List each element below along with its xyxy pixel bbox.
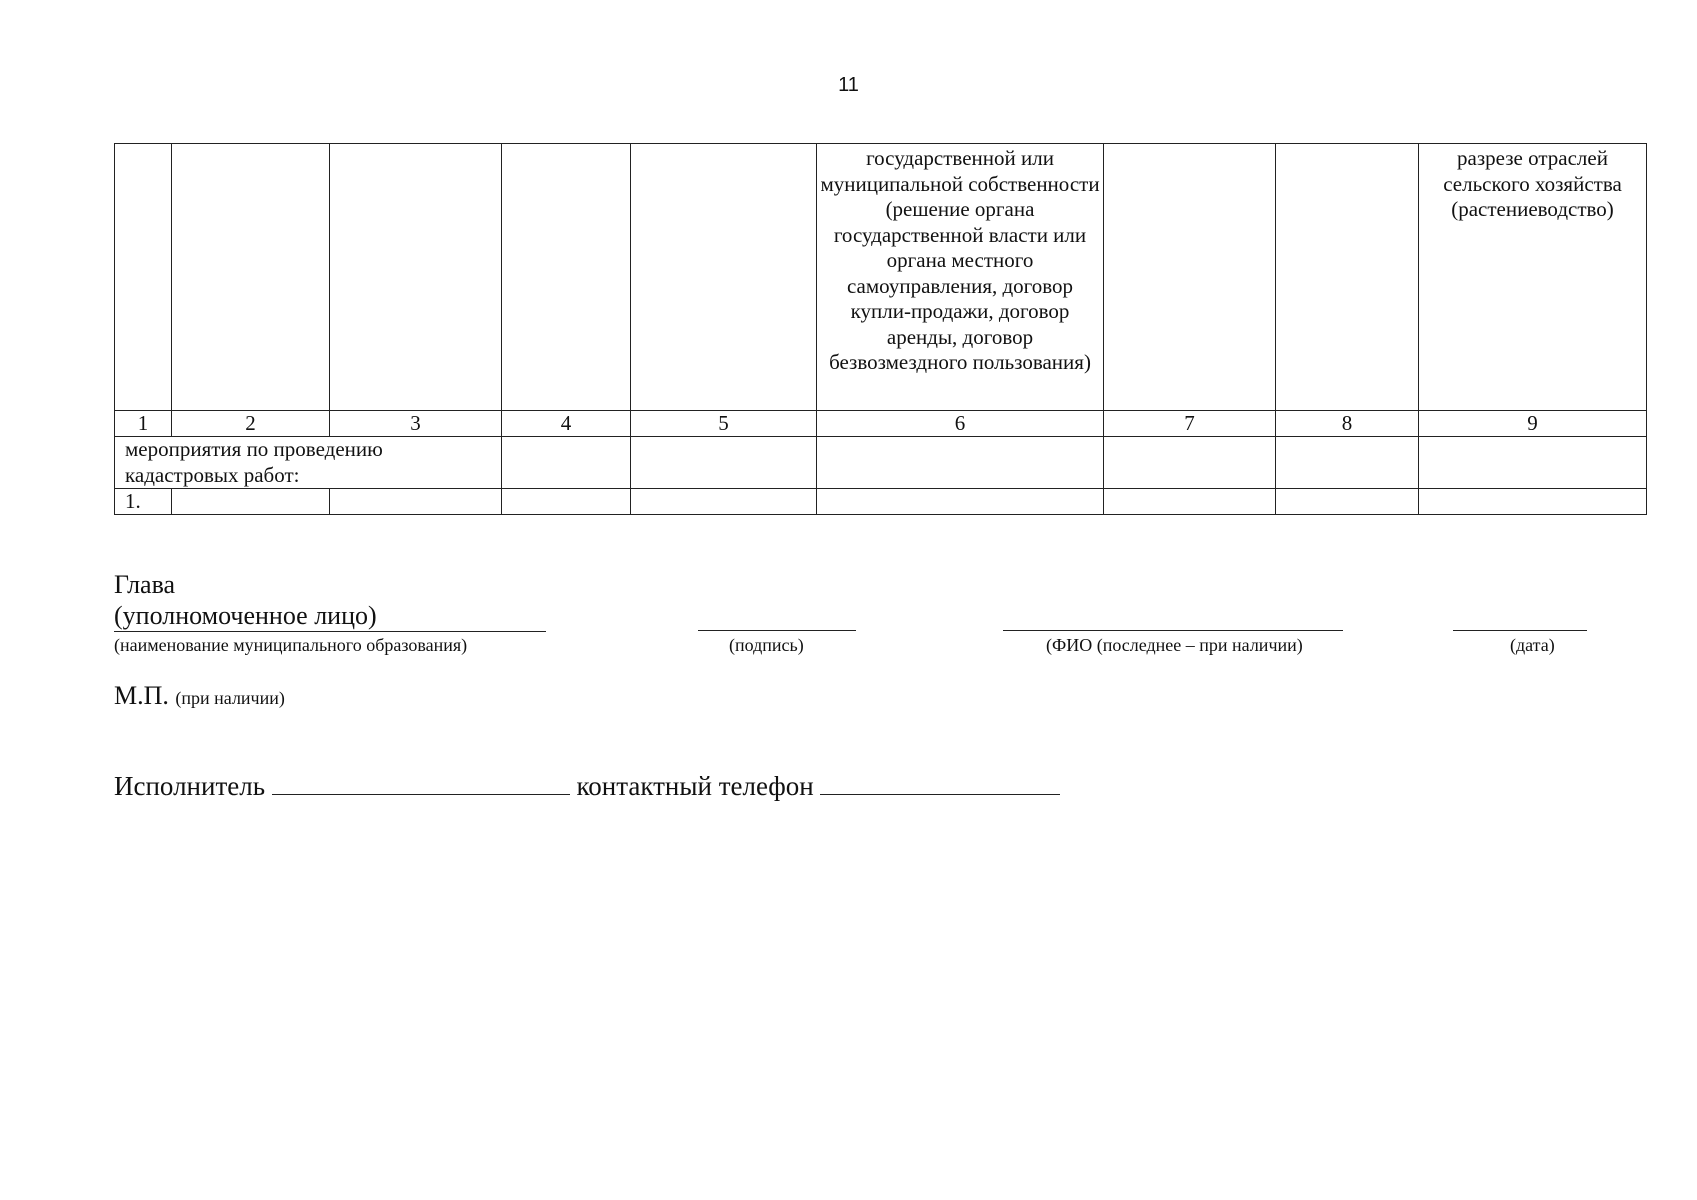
table-cell[interactable] xyxy=(1104,489,1276,515)
phone-field[interactable] xyxy=(820,768,1060,795)
phone-label: контактный телефон xyxy=(576,771,814,801)
signature-line[interactable] xyxy=(698,630,856,631)
signature-title: Глава xyxy=(114,570,176,599)
column-number: 4 xyxy=(502,411,631,437)
section-row xyxy=(115,437,1647,489)
table-cell[interactable] xyxy=(1419,437,1647,489)
form-table xyxy=(114,143,1647,515)
column-numbers-row xyxy=(115,411,1647,437)
table-cell[interactable] xyxy=(172,489,330,515)
header-cell-5 xyxy=(631,144,817,411)
table-cell[interactable] xyxy=(1419,489,1647,515)
column-number: 9 xyxy=(1419,411,1647,437)
header-col6-text: государственной или муниципальной собственности (решение органа государственной власти или органа местного самоуправления, договор купли-продажи, договор аренды, договор безвозмездного пользования) xyxy=(820,146,1100,374)
header-cell-6 xyxy=(817,144,1104,411)
table-header-row xyxy=(115,144,1647,411)
header-cell-7 xyxy=(1104,144,1276,411)
table-cell[interactable] xyxy=(1104,437,1276,489)
table-cell[interactable] xyxy=(817,437,1104,489)
section-label: мероприятия по проведению кадастровых работ: xyxy=(125,437,383,487)
fio-line[interactable] xyxy=(1003,630,1343,631)
item-number: 1. xyxy=(125,489,141,513)
stamp-note: (при наличии) xyxy=(175,688,285,708)
caption-signature: (подпись) xyxy=(729,635,804,655)
table-cell[interactable] xyxy=(1276,437,1419,489)
table-cell[interactable] xyxy=(502,489,631,515)
date-line[interactable] xyxy=(1453,630,1587,631)
signature-position-text: (уполномоченное лицо) xyxy=(114,601,377,630)
column-number: 1 xyxy=(115,411,172,437)
stamp-line xyxy=(114,681,285,713)
header-cell-8 xyxy=(1276,144,1419,411)
executor-label: Исполнитель xyxy=(114,771,266,801)
header-cell-2 xyxy=(172,144,330,411)
table-cell[interactable] xyxy=(631,437,817,489)
table-cell[interactable] xyxy=(330,489,502,515)
signature-position-field[interactable] xyxy=(114,601,546,632)
executor-name-field[interactable] xyxy=(272,768,570,795)
table-row xyxy=(115,489,1647,515)
column-number: 8 xyxy=(1276,411,1419,437)
column-number: 2 xyxy=(172,411,330,437)
caption-municipality: (наименование муниципального образования) xyxy=(114,635,468,655)
header-col9-text: разрезе отраслей сельского хозяйства (растениеводство) xyxy=(1443,146,1622,221)
stamp-label: М.П. xyxy=(114,681,169,710)
executor-line xyxy=(114,768,1060,802)
header-cell-9 xyxy=(1419,144,1647,411)
column-number: 6 xyxy=(817,411,1104,437)
section-label-cell xyxy=(115,437,502,489)
table-cell[interactable] xyxy=(631,489,817,515)
caption-date: (дата) xyxy=(1510,635,1555,655)
column-number: 3 xyxy=(330,411,502,437)
header-cell-3 xyxy=(330,144,502,411)
page-number: 11 xyxy=(838,74,859,96)
table-cell[interactable] xyxy=(1276,489,1419,515)
item-number-cell xyxy=(115,489,172,515)
column-number: 5 xyxy=(631,411,817,437)
column-number: 7 xyxy=(1104,411,1276,437)
header-cell-4 xyxy=(502,144,631,411)
caption-fio: (ФИО (последнее – при наличии) xyxy=(1046,635,1303,655)
header-cell-1 xyxy=(115,144,172,411)
table-cell[interactable] xyxy=(502,437,631,489)
table-cell[interactable] xyxy=(817,489,1104,515)
